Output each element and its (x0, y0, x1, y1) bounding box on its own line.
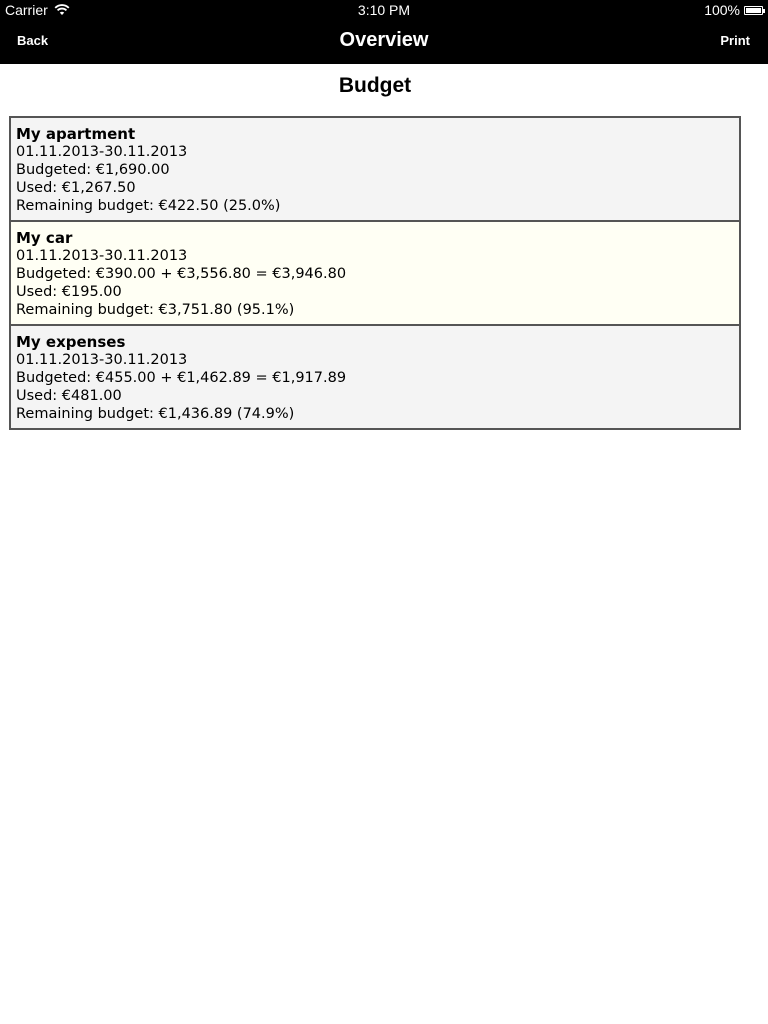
budget-budgeted: Budgeted: €390.00 + €3,556.80 = €3,946.80 (16, 266, 347, 282)
battery-icon (744, 6, 763, 15)
budget-budgeted: Budgeted: €1,690.00 (16, 162, 170, 178)
status-bar (0, 0, 768, 20)
budget-remaining: Remaining budget: €422.50 (25.0%) (16, 198, 281, 214)
budget-period: 01.11.2013-30.11.2013 (16, 144, 188, 160)
budget-remaining: Remaining budget: €1,436.89 (74.9%) (16, 406, 295, 422)
print-button[interactable]: Print (720, 33, 750, 48)
budget-list (9, 116, 741, 430)
back-button[interactable]: Back (17, 33, 49, 48)
budget-remaining: Remaining budget: €3,751.80 (95.1%) (16, 302, 295, 318)
budget-name: My apartment (16, 125, 136, 143)
budget-row-expenses[interactable] (11, 326, 739, 430)
budget-name: My expenses (16, 333, 126, 351)
battery-indicator (704, 2, 763, 18)
navigation-bar (0, 20, 768, 64)
nav-title: Overview (339, 29, 429, 51)
status-time: 3:10 PM (357, 2, 411, 18)
battery-percent: 100% (704, 2, 740, 18)
budget-used: Used: €195.00 (16, 284, 122, 300)
budget-period: 01.11.2013-30.11.2013 (16, 248, 188, 264)
budget-used: Used: €1,267.50 (16, 180, 136, 196)
budget-name: My car (16, 229, 73, 247)
budget-row-apartment[interactable] (11, 118, 739, 222)
page-title: Budget (338, 74, 412, 97)
carrier-label: Carrier (5, 2, 48, 18)
budget-period: 01.11.2013-30.11.2013 (16, 352, 188, 368)
budget-used: Used: €481.00 (16, 388, 122, 404)
budget-row-car[interactable] (11, 222, 739, 326)
budget-budgeted: Budgeted: €455.00 + €1,462.89 = €1,917.89 (16, 370, 347, 386)
